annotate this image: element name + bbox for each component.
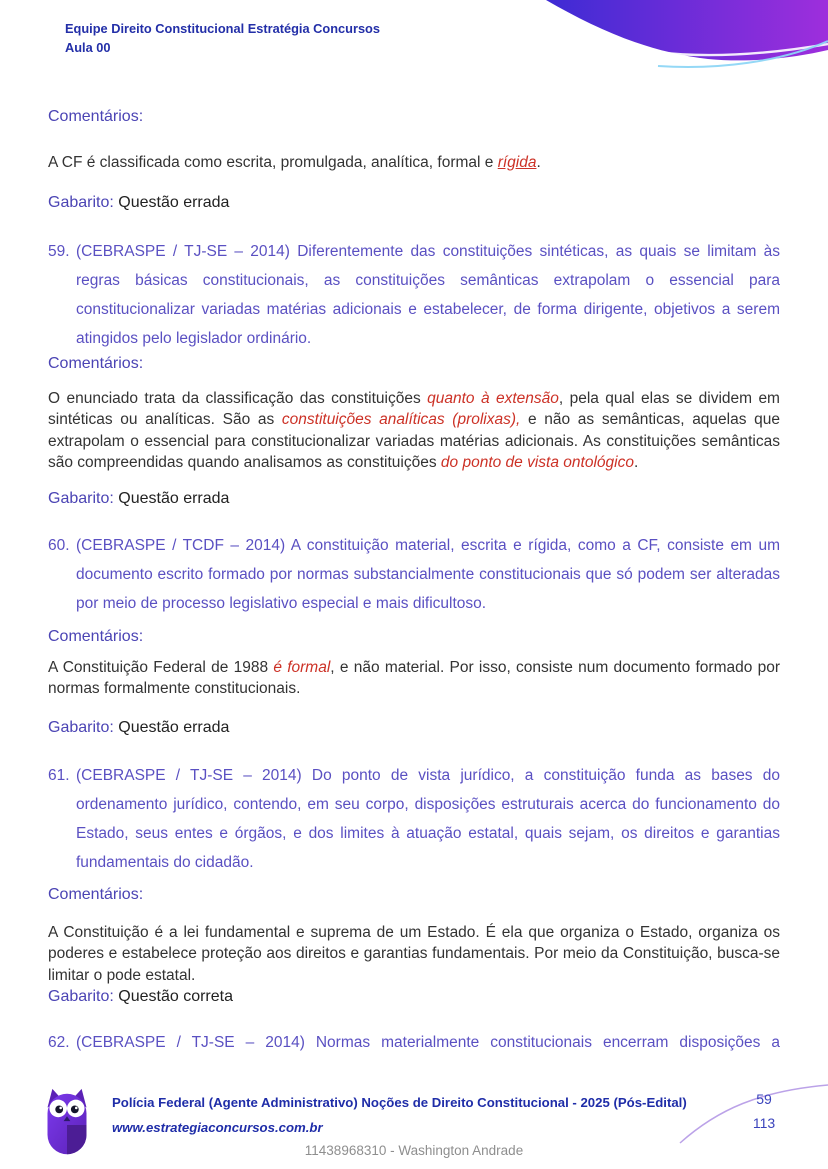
question-stem: (CEBRASPE / TJ-SE – 2014) Normas materialmente constitucionais encerram disposições a <box>76 1033 780 1051</box>
question-60 <box>48 531 780 618</box>
comments-label: Comentários: <box>48 108 144 125</box>
question-stem: (CEBRASPE / TJ-SE – 2014) Do ponto de vista jurídico, a constituição funda as bases do ordenamento jurídico, contendo, em seu corpo, disposições estruturais acerca do funcionamento do Estado, seus entes e órgãos, e dos limites à atuação estatal, quais sejam, os direitos e garantias fundamentais do cidadão. <box>76 766 780 871</box>
comment-segment: e não as semânticas, aquelas que extrapolam o essencial para constitucionalizar variadas matérias adicionais. As constituições semânticas são compreendidas quando analisamos as constituições <box>48 411 781 471</box>
footer-url-link[interactable]: www.estrategiaconcursos.com.br <box>112 1120 323 1135</box>
question-number: 60. <box>48 536 70 554</box>
gabarito-answer: Questão errada <box>118 718 230 736</box>
gabarito-label: Gabarito: <box>48 489 114 507</box>
question-number: 61. <box>48 766 70 784</box>
comment-segment: A Constituição Federal de 1988 <box>48 658 274 676</box>
comments-label: Comentários: <box>48 885 144 903</box>
comment-segment-highlight: rígida <box>497 154 537 171</box>
gabarito-label: Gabarito: <box>48 193 114 211</box>
comment-paragraph <box>48 152 780 174</box>
comment-segment: . <box>536 154 541 171</box>
page-footer <box>112 1094 687 1137</box>
comments-label: Comentários: <box>48 354 144 372</box>
gabarito-label: Gabarito: <box>48 988 114 1005</box>
comment-paragraph <box>48 657 780 700</box>
footer-course-title: Polícia Federal (Agente Administrativo) Noções de Direito Constitucional - 2025 (Pós-Edital) <box>112 1095 687 1110</box>
comment-segment-highlight: é formal <box>273 658 331 676</box>
comment-segment-highlight: quanto à extensão <box>427 389 559 407</box>
comment-segment-highlight: do ponto de vista ontológico <box>440 454 634 471</box>
question-number: 62. <box>48 1033 70 1051</box>
question-59 <box>48 237 780 353</box>
question-stem: (CEBRASPE / TCDF – 2014) A constituição material, escrita e rígida, como a CF, consiste em um documento escrito formado por normas substancialmente constitucionais que só podem ser alteradas por meio de processo legislativo especial e mais dificultoso. <box>76 536 780 612</box>
gabarito-answer: Questão errada <box>118 489 230 507</box>
gabarito-line <box>48 192 780 214</box>
question-number: 59. <box>48 242 70 260</box>
comment-segment: , pela qual elas se dividem em sintéticas ou analíticas. São as <box>48 389 780 428</box>
gabarito-line <box>48 717 780 739</box>
comment-paragraph <box>48 388 780 474</box>
comment-segment: . <box>633 454 639 471</box>
comment-paragraph <box>48 922 780 987</box>
comment-segment: O enunciado trata da classificação das constituições <box>48 389 428 407</box>
page-number-total: 113 <box>752 1115 776 1131</box>
question-62 <box>48 1028 780 1057</box>
comment-segment: A Constituição é a lei fundamental e suprema de um Estado. É ela que organiza o Estado, organiza os poderes e estabelece proteção aos direitos e garantias fundamentais. Por meio da Constituição, busca-se limitar o pode estatal. <box>48 923 780 984</box>
comments-label: Comentários: <box>48 627 144 645</box>
gabarito-answer: Questão errada <box>118 193 230 211</box>
header-wave-decoration <box>538 0 828 78</box>
page-number-indicator <box>738 1087 790 1135</box>
document-content <box>48 106 780 1057</box>
page-number-current: 59 <box>756 1091 772 1107</box>
comment-segment-highlight: constituições analíticas (prolixas), <box>281 411 521 428</box>
header-lesson: Aula 00 <box>65 40 111 55</box>
comment-segment: , e não material. Por isso, consiste num documento formado por normas formalmente constitucionais. <box>48 658 780 697</box>
page-header <box>65 19 380 57</box>
header-course-team: Equipe Direito Constitucional Estratégia Concursos <box>65 21 380 36</box>
footer-watermark: 11438968310 - Washington Andrade <box>304 1143 524 1158</box>
gabarito-answer: Questão correta <box>118 988 233 1005</box>
gabarito-line <box>48 488 780 510</box>
gabarito-label: Gabarito: <box>48 718 114 736</box>
question-stem: (CEBRASPE / TJ-SE – 2014) Diferentemente das constituições sintéticas, as quais se limitam às regras básicas constitucionais, as constituições semânticas extrapolam o essencial para constitucionalizar variadas matérias adicionais e estabelecer, de forma dirigente, objetivos a serem atingidos pelo legislador ordinário. <box>76 242 780 347</box>
gabarito-line <box>48 986 780 1008</box>
comment-segment: A CF é classificada como escrita, promulgada, analítica, formal e <box>48 154 498 171</box>
question-61 <box>48 761 780 877</box>
